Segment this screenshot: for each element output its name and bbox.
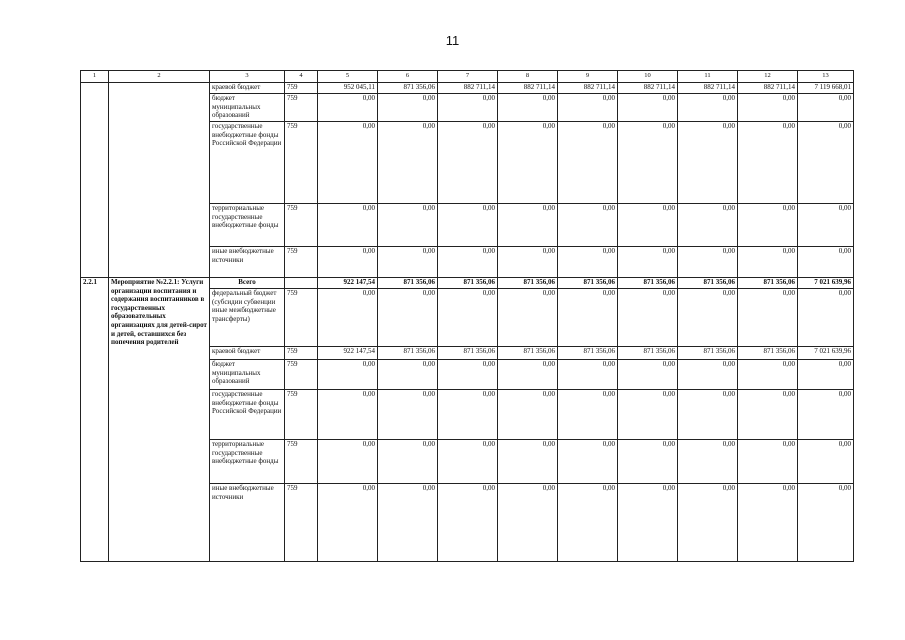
value-cell: 0,00: [558, 204, 618, 247]
value-cell: 0,00: [798, 484, 854, 562]
source-cell: краевой бюджет: [210, 347, 285, 360]
source-cell: краевой бюджет: [210, 83, 285, 94]
value-cell: 882 711,14: [678, 83, 738, 94]
value-cell: 871 356,06: [498, 347, 558, 360]
value-cell: 871 356,06: [678, 278, 738, 289]
value-cell: 0,00: [618, 440, 678, 484]
value-cell: 0,00: [618, 204, 678, 247]
value-cell: 0,00: [558, 122, 618, 204]
code-cell: 759: [285, 94, 318, 122]
value-cell: 7 119 668,01: [798, 83, 854, 94]
value-cell: 0,00: [498, 247, 558, 278]
value-cell: 0,00: [318, 122, 378, 204]
code-cell: 759: [285, 83, 318, 94]
value-cell: 0,00: [798, 390, 854, 440]
value-cell: 0,00: [738, 390, 798, 440]
header-cell-4: 4: [285, 71, 318, 83]
value-cell: 0,00: [558, 289, 618, 347]
header-cell-3: 3: [210, 71, 285, 83]
value-cell: 0,00: [558, 247, 618, 278]
value-cell: 0,00: [618, 247, 678, 278]
code-cell: 759: [285, 390, 318, 440]
source-cell: бюджет муниципальных образований: [210, 360, 285, 390]
value-cell: 882 711,14: [498, 83, 558, 94]
value-cell: 0,00: [498, 440, 558, 484]
code-cell: 759: [285, 204, 318, 247]
value-cell: 0,00: [438, 360, 498, 390]
value-cell: 0,00: [558, 360, 618, 390]
header-cell-1: 1: [81, 71, 109, 83]
value-cell: 882 711,14: [558, 83, 618, 94]
cell-title-empty: [109, 83, 210, 278]
value-cell: 0,00: [558, 94, 618, 122]
source-cell: федеральный бюджет (субсидии субвенции иные межбюджетные трансферты): [210, 289, 285, 347]
value-cell: 0,00: [438, 204, 498, 247]
code-cell: 759: [285, 122, 318, 204]
value-cell: 0,00: [318, 94, 378, 122]
value-cell: 0,00: [378, 204, 438, 247]
source-cell: государственные внебюджетные фонды Российской Федерации: [210, 122, 285, 204]
header-cell-12: 12: [738, 71, 798, 83]
value-cell: 871 356,06: [438, 347, 498, 360]
header-cell-13: 13: [798, 71, 854, 83]
value-cell: 0,00: [558, 440, 618, 484]
value-cell: 0,00: [498, 289, 558, 347]
value-cell: 871 356,06: [558, 347, 618, 360]
value-cell: 0,00: [678, 440, 738, 484]
table-body: [81, 71, 854, 562]
value-cell: 0,00: [738, 484, 798, 562]
value-cell: 871 356,06: [378, 347, 438, 360]
value-cell: 7 021 639,96: [798, 347, 854, 360]
value-cell: 0,00: [498, 484, 558, 562]
value-cell: 871 356,06: [378, 83, 438, 94]
value-cell: 0,00: [498, 204, 558, 247]
value-cell: 0,00: [798, 440, 854, 484]
code-cell: 759: [285, 440, 318, 484]
value-cell: 0,00: [678, 484, 738, 562]
value-cell: 0,00: [498, 122, 558, 204]
value-cell: 922 147,54: [318, 347, 378, 360]
value-cell: 0,00: [558, 484, 618, 562]
header-cell-2: 2: [109, 71, 210, 83]
value-cell: 871 356,06: [618, 278, 678, 289]
value-cell: 871 356,06: [678, 347, 738, 360]
value-cell: 0,00: [378, 94, 438, 122]
value-cell: 0,00: [798, 122, 854, 204]
header-cell-10: 10: [618, 71, 678, 83]
value-cell: 0,00: [738, 94, 798, 122]
value-cell: 0,00: [678, 247, 738, 278]
value-cell: 0,00: [318, 440, 378, 484]
value-cell: 0,00: [798, 94, 854, 122]
value-cell: 0,00: [438, 94, 498, 122]
code-cell: 759: [285, 289, 318, 347]
table-row: [81, 83, 854, 94]
value-cell: 0,00: [618, 94, 678, 122]
value-cell: 0,00: [618, 289, 678, 347]
value-cell: 0,00: [378, 440, 438, 484]
source-cell: территориальные государственные внебюджетные фонды: [210, 204, 285, 247]
value-cell: 0,00: [618, 484, 678, 562]
value-cell: 0,00: [678, 204, 738, 247]
value-cell: 0,00: [318, 360, 378, 390]
value-cell: 882 711,14: [618, 83, 678, 94]
value-cell: 0,00: [558, 390, 618, 440]
code-cell: 759: [285, 247, 318, 278]
source-cell: государственные внебюджетные фонды Российской Федерации: [210, 390, 285, 440]
value-cell: 882 711,14: [738, 83, 798, 94]
source-cell: бюджет муниципальных образований: [210, 94, 285, 122]
value-cell: 0,00: [378, 289, 438, 347]
value-cell: 0,00: [438, 289, 498, 347]
value-cell: 0,00: [738, 204, 798, 247]
value-cell: 871 356,06: [738, 347, 798, 360]
header-cell-9: 9: [558, 71, 618, 83]
code-cell: [285, 278, 318, 289]
value-cell: 871 356,06: [738, 278, 798, 289]
value-cell: 0,00: [318, 247, 378, 278]
header-cell-5: 5: [318, 71, 378, 83]
value-cell: 922 147,54: [318, 278, 378, 289]
value-cell: 952 045,11: [318, 83, 378, 94]
source-cell: Всего: [210, 278, 285, 289]
measure-title: Мероприятие №2.2.1: Услуги организации воспитания и содержания воспитанников в государственных образовательных организациях для детей-сирот и детей, оставшихся без попечения родителей: [109, 278, 210, 562]
value-cell: 0,00: [318, 484, 378, 562]
value-cell: 0,00: [798, 289, 854, 347]
value-cell: 0,00: [738, 247, 798, 278]
value-cell: 0,00: [438, 440, 498, 484]
cell-id-empty: [81, 83, 109, 278]
source-cell: иные внебюджетные источники: [210, 247, 285, 278]
value-cell: 0,00: [738, 360, 798, 390]
value-cell: 0,00: [798, 247, 854, 278]
table-row: [81, 278, 854, 289]
value-cell: 871 356,06: [618, 347, 678, 360]
value-cell: 0,00: [498, 94, 558, 122]
budget-table: [80, 70, 854, 562]
header-cell-6: 6: [378, 71, 438, 83]
value-cell: 0,00: [798, 204, 854, 247]
value-cell: 0,00: [738, 122, 798, 204]
page-number: 11: [445, 33, 460, 48]
value-cell: 871 356,06: [558, 278, 618, 289]
source-cell: территориальные государственные внебюджетные фонды: [210, 440, 285, 484]
value-cell: 0,00: [498, 390, 558, 440]
value-cell: 0,00: [438, 122, 498, 204]
code-cell: 759: [285, 347, 318, 360]
value-cell: 0,00: [498, 360, 558, 390]
value-cell: 0,00: [438, 484, 498, 562]
value-cell: 0,00: [738, 440, 798, 484]
value-cell: 0,00: [678, 289, 738, 347]
header-cell-7: 7: [438, 71, 498, 83]
measure-id: 2.2.1: [81, 278, 109, 562]
value-cell: 0,00: [678, 390, 738, 440]
value-cell: 0,00: [618, 122, 678, 204]
value-cell: 0,00: [438, 390, 498, 440]
value-cell: 0,00: [378, 122, 438, 204]
value-cell: 871 356,06: [438, 278, 498, 289]
value-cell: 0,00: [378, 360, 438, 390]
value-cell: 0,00: [618, 390, 678, 440]
value-cell: 0,00: [678, 94, 738, 122]
header-cell-11: 11: [678, 71, 738, 83]
header-row: [81, 71, 854, 83]
code-cell: 759: [285, 484, 318, 562]
value-cell: 7 021 639,96: [798, 278, 854, 289]
value-cell: 0,00: [678, 360, 738, 390]
value-cell: 0,00: [378, 390, 438, 440]
value-cell: 0,00: [318, 289, 378, 347]
value-cell: 0,00: [318, 204, 378, 247]
value-cell: 0,00: [798, 360, 854, 390]
value-cell: 871 356,06: [498, 278, 558, 289]
value-cell: 0,00: [318, 390, 378, 440]
value-cell: 0,00: [618, 360, 678, 390]
header-cell-8: 8: [498, 71, 558, 83]
value-cell: 0,00: [678, 122, 738, 204]
value-cell: 0,00: [378, 247, 438, 278]
value-cell: 0,00: [378, 484, 438, 562]
code-cell: 759: [285, 360, 318, 390]
value-cell: 0,00: [738, 289, 798, 347]
value-cell: 871 356,06: [378, 278, 438, 289]
value-cell: 882 711,14: [438, 83, 498, 94]
source-cell: иные внебюджетные источники: [210, 484, 285, 562]
value-cell: 0,00: [438, 247, 498, 278]
